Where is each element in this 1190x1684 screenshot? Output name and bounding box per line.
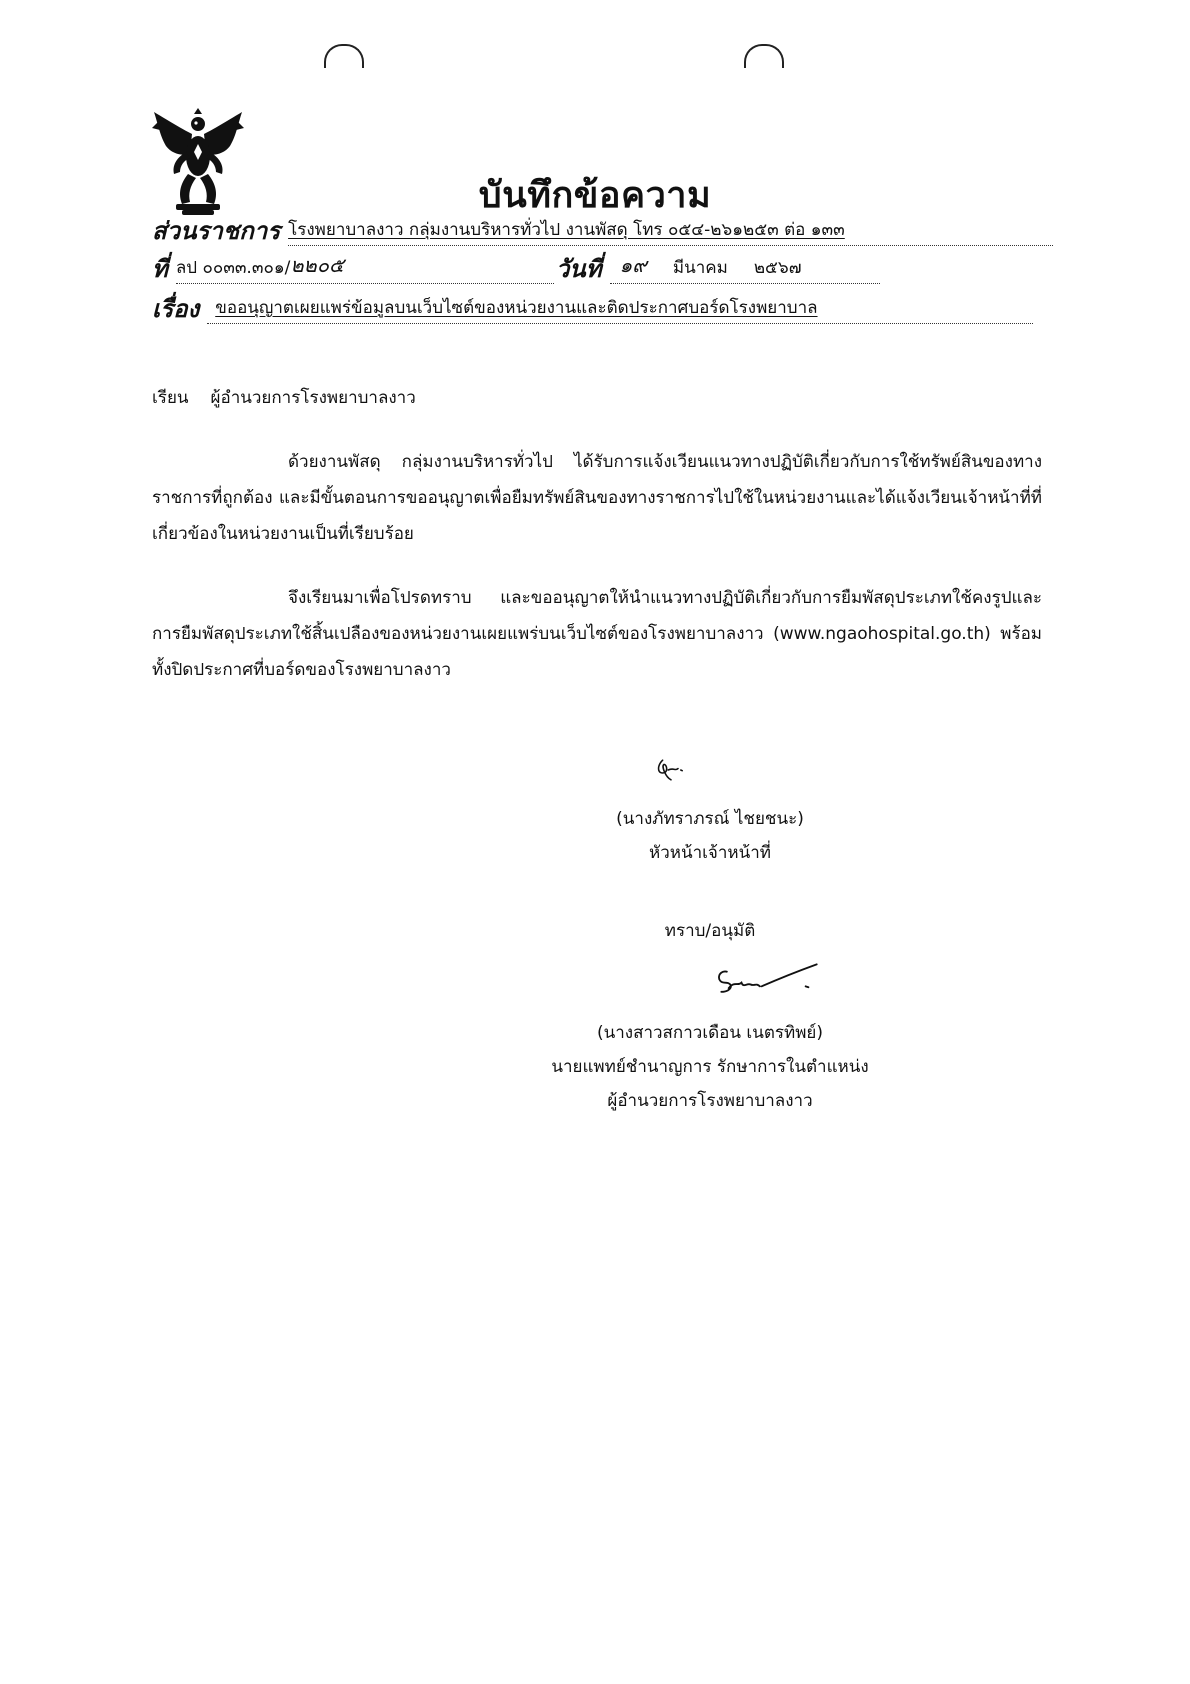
date-label: วันที่ [555, 255, 602, 283]
punch-hole-left [324, 44, 364, 68]
reference-value-printed: ลป ๐๐๓๓.๓๐๑/ [175, 258, 291, 278]
punch-hole-right [744, 44, 784, 68]
signature-2 [714, 960, 824, 998]
reference-date-row [152, 250, 880, 284]
reference-value-handwritten: ๒๒๐๕ [290, 253, 345, 277]
subject-field [207, 298, 1033, 324]
date-day-handwritten: ๑๙ [619, 253, 647, 277]
salutation-label: เรียน [152, 388, 189, 408]
salutation [152, 384, 416, 411]
signer-2-position-line2: ผู้อำนวยการโรงพยาบาลงาว [607, 1091, 813, 1111]
agency-value: โรงพยาบาลงาว กลุ่มงานบริหารทั่วไป งานพัสดุ โทร ๐๕๔-๒๖๑๒๕๓ ต่อ ๑๓๓ [288, 220, 845, 240]
signer-1-position: หัวหน้าเจ้าหน้าที่ [648, 843, 772, 863]
subject-label: เรื่อง [152, 295, 200, 323]
signer-2-position-line1: นายแพทย์ชำนาญการ รักษาการในตำแหน่ง [551, 1057, 869, 1077]
signer-2-name: (นางสาวสกาวเดือน เนตรทิพย์) [596, 1023, 824, 1043]
agency-row [152, 212, 1053, 246]
document-title: บันทึกข้อความ [478, 175, 712, 216]
subject-value: ขออนุญาตเผยแพร่ข้อมูลบนเว็บไซต์ของหน่วยงานและติดประกาศบอร์ดโรงพยาบาล [215, 298, 818, 318]
signer-1-name: (นางภัทราภรณ์ ไชยชนะ) [616, 809, 804, 829]
body-paragraph-1: ด้วยงานพัสดุ กลุ่มงานบริหารทั่วไป ได้รับการแจ้งเวียนแนวทางปฏิบัติเกี่ยวกับการใช้ทรัพย์สินของทางราชการที่ถูกต้อง และมีขั้นตอนการขออนุญาตเพื่อยืมทรัพย์สินของทางราชการไปใช้ในหน่วยงานและได้แจ้งเวียนเจ้าหน้าที่ที่เกี่ยวข้องในหน่วยงานเป็นที่เรียบร้อย [152, 452, 1042, 544]
signer-1-block [560, 802, 860, 870]
signature-1 [650, 752, 720, 788]
agency-label: ส่วนราชการ [152, 217, 281, 245]
subject-row [152, 290, 1033, 324]
body-paragraph-2: จึงเรียนมาเพื่อโปรดทราบ และขออนุญาตให้นำแนวทางปฏิบัติเกี่ยวกับการยืมพัสดุประเภทใช้คงรูปและการยืมพัสดุประเภทใช้สิ้นเปลืองของหน่วยงานเผยแพร่บนเว็บไซต์ของโรงพยาบาลงาว (www.ngaohospital.go.th) พร้อมทั้งปิดประกาศที่บอร์ดของโรงพยาบาลงาว [152, 588, 1042, 680]
reference-field [175, 253, 554, 284]
approval-label: ทราบ/อนุมัติ [664, 921, 756, 941]
signer-2-block [520, 1016, 900, 1118]
agency-field [288, 220, 1053, 246]
salutation-value: ผู้อำนวยการโรงพยาบาลงาว [210, 388, 416, 408]
date-year: ๒๕๖๗ [753, 258, 802, 278]
date-month: มีนาคม [672, 258, 728, 278]
date-field [610, 253, 880, 284]
reference-label: ที่ [152, 255, 168, 283]
